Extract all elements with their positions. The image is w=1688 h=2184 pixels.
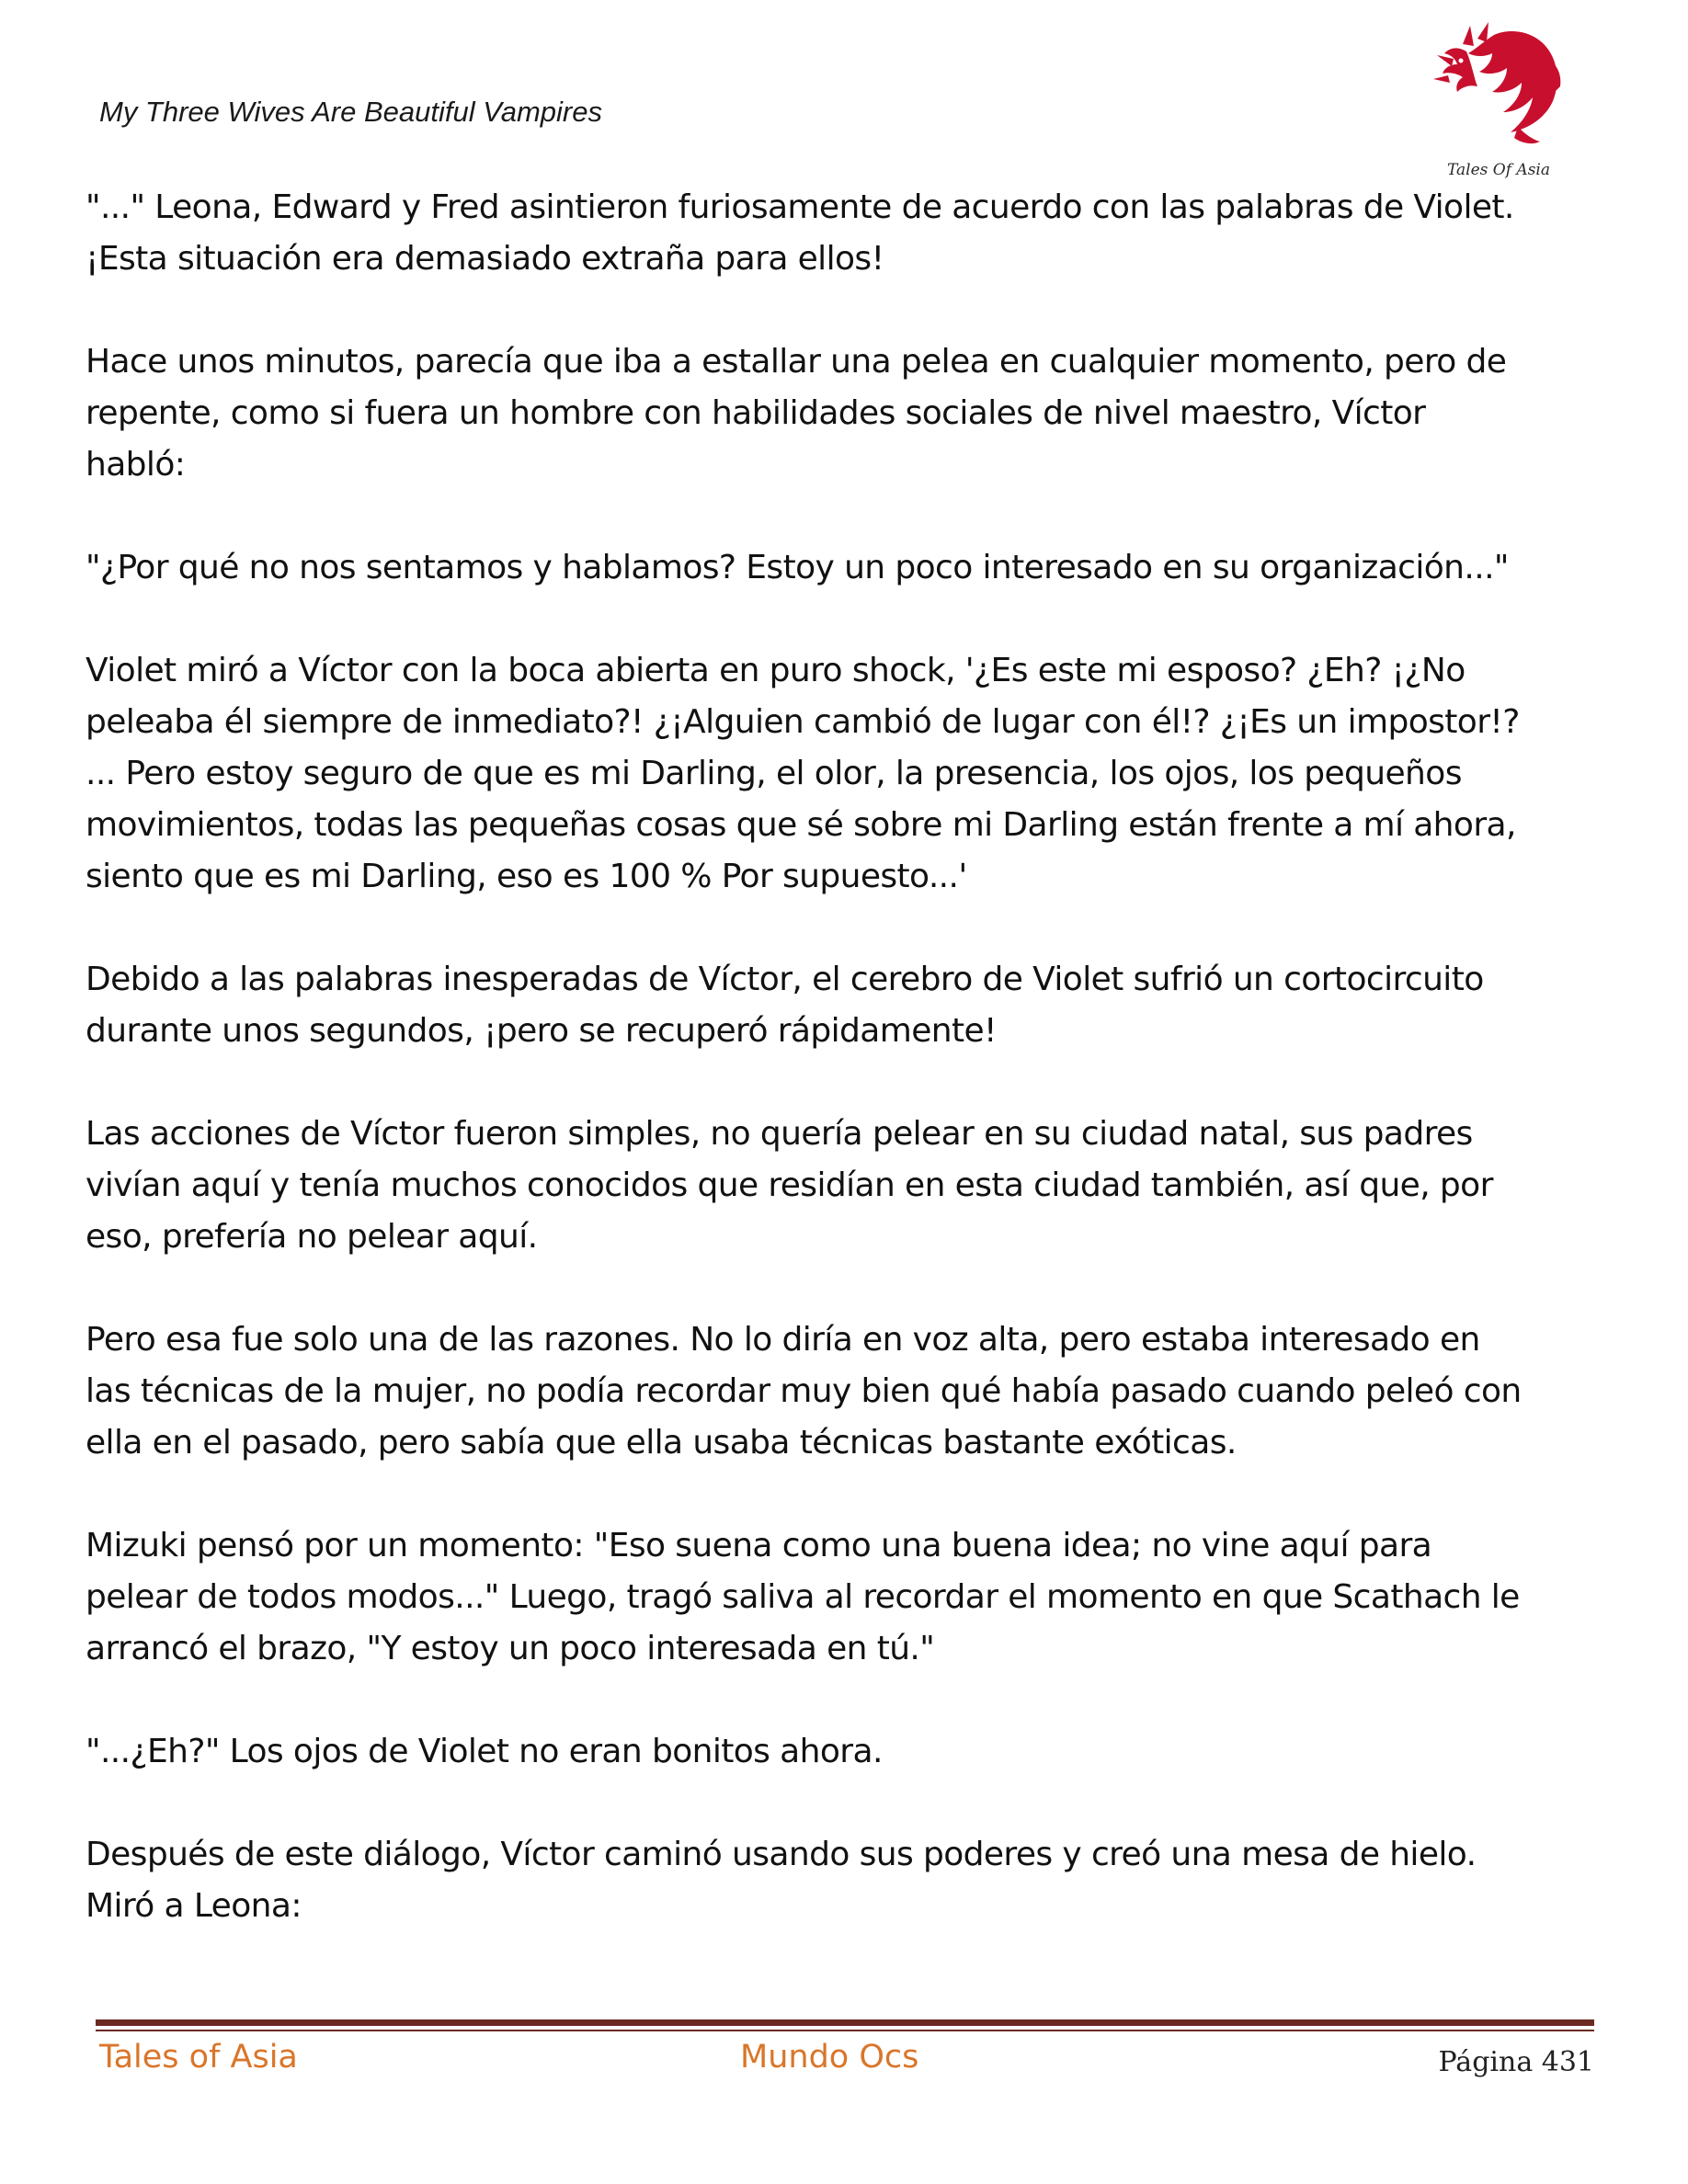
paragraph: Hace unos minutos, parecía que iba a estallar una pelea en cualquier momento, pero de repente, como si fuera un hombre con habilidades sociales de nivel maestro, Víctor habló: [86,343,1507,483]
page-number: Página 431 [1438,2046,1594,2078]
paragraph: Debido a las palabras inesperadas de Víctor, el cerebro de Violet sufrió un cortocircuito durante unos segundos, ¡pero se recuperó rápidamente! [86,961,1484,1050]
paragraph: "...¿Eh?" Los ojos de Violet no eran bonitos ahora. [86,1733,883,1770]
paragraph: Mizuki pensó por un momento: "Eso suena como una buena idea; no vine aquí para pelear de todos modos..." Luego, tragó saliva al recordar el momento en que Scathach le arrancó el brazo, "Y estoy un poco interesada en tú." [86,1527,1520,1667]
footer-site-name: Tales of Asia [99,2039,298,2076]
paragraph: Después de este diálogo, Víctor caminó usando sus poderes y creó una mesa de hielo. Miró a Leona: [86,1836,1477,1925]
logo-text: Tales Of Asia [1447,161,1550,179]
paragraph: "..." Leona, Edward y Fred asintieron furiosamente de acuerdo con las palabras de Violet. ¡Esta situación era demasiado extraña para ellos! [86,188,1514,278]
paragraph: "¿Por qué no nos sentamos y hablamos? Estoy un poco interesado en su organización..." [86,549,1509,586]
paragraph: Las acciones de Víctor fueron simples, no quería pelear en su ciudad natal, sus padres vivían aquí y tenía muchos conocidos que residían en esta ciudad también, así que, por eso, prefería no pelear aquí. [86,1115,1493,1256]
red-dragon-icon [1430,18,1568,156]
paragraph: Pero esa fue solo una de las razones. No lo diría en voz alta, pero estaba interesado en las técnicas de la mujer, no podía recordar muy bien qué había pasado cuando peleó con ella en el pasado, pero sabía que ella usaba técnicas bastante exóticas. [86,1321,1522,1462]
document-body [86,182,1612,1984]
footer-section-name: Mundo Ocs [740,2039,919,2076]
document-header-title: My Three Wives Are Beautiful Vampires [99,96,602,128]
footer-divider-thin [96,2030,1594,2031]
tales-of-asia-logo [1430,18,1568,179]
paragraph: Violet miró a Víctor con la boca abierta en puro shock, '¿Es este mi esposo? ¿Eh? ¡¿No peleaba él siempre de inmediato?! ¿¡Alguien cambió de lugar con él!? ¿¡Es un impostor!? ... Pero estoy seguro de que es mi Darling, el olor, la presencia, los ojos, los pequeños movimientos, todas las pequeñas cosas que sé sobre mi Darling están frente a mí ahora, siento que es mi Darling, eso es 100 % Por supuesto...' [86,652,1520,895]
footer-divider [96,2019,1594,2026]
